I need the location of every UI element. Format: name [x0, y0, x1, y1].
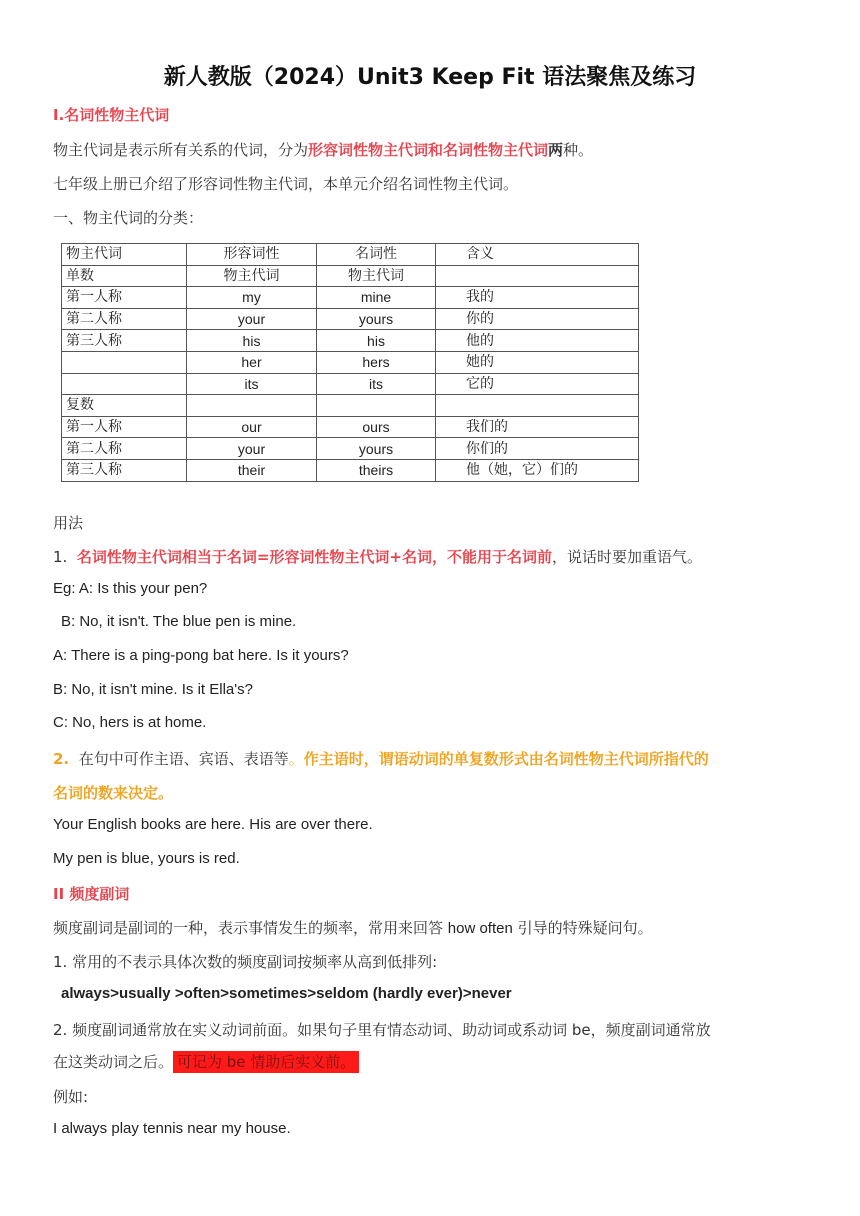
table-cell: 他的 [436, 330, 639, 352]
rule-2-highlight-cont: 名词的数来决定。 [53, 784, 174, 802]
rule-1-number: 1. [53, 548, 68, 566]
usage-label: 用法 [53, 514, 84, 532]
section-1-intro [53, 139, 593, 160]
table-row [62, 416, 639, 438]
intro-end: 引导的特殊疑问句。 [512, 919, 653, 937]
section-2-rule-2-cont [53, 1051, 359, 1072]
table-row [62, 351, 639, 373]
frequency-ordering: always>usually >often>sometimes>seldom (hardly ever)>never [61, 985, 512, 1002]
section-1-line2: 七年级上册已介绍了形容词性物主代词，本单元介绍名词性物主代词。 [53, 175, 519, 193]
table-cell: 你的 [436, 308, 639, 330]
table-cell: yours [317, 308, 436, 330]
table-cell: hers [317, 351, 436, 373]
rule-2-text: 在句中可作主语、宾语、表语等 [78, 750, 289, 768]
table-cell [317, 395, 436, 417]
example-line: B: No, it isn't mine. Is it Ella's? [53, 681, 253, 698]
rule-2-number: 2. [53, 750, 70, 768]
rule-1-highlight: 名词性物主代词相当于名词=形容词性物主代词+名词，不能用于名词前 [76, 548, 552, 566]
pronoun-table [61, 243, 639, 482]
rule-1-rest: ，说话时要加重语气。 [552, 548, 703, 566]
table-cell: my [187, 287, 317, 309]
table-cell: 第三人称 [62, 459, 187, 481]
intro-end: 种。 [563, 141, 594, 159]
table-cell: their [187, 459, 317, 481]
table-row [62, 438, 639, 460]
table-cell [187, 395, 317, 417]
table-cell: 第一人称 [62, 287, 187, 309]
example-line: I always play tennis near my house. [53, 1120, 291, 1137]
table-header-cell [436, 265, 639, 287]
intro-text: 物主代词是表示所有关系的代词，分为 [53, 141, 309, 159]
table-cell: theirs [317, 459, 436, 481]
rule-2-text: 在这类动词之后。 [53, 1053, 174, 1071]
table-cell: our [187, 416, 317, 438]
table-cell: yours [317, 438, 436, 460]
example-line: C: No, hers is at home. [53, 714, 207, 731]
table-header-row [62, 244, 639, 266]
table-header-cell: 物主代词 [62, 244, 187, 266]
table-cell: his [317, 330, 436, 352]
table-cell: 复数 [62, 395, 187, 417]
example-line: Eg: A: Is this your pen? [53, 580, 208, 597]
table-row [62, 330, 639, 352]
table-cell [436, 395, 639, 417]
section-2-intro [53, 917, 653, 938]
table-cell: 它的 [436, 373, 639, 395]
table-header-cell: 形容词性 [187, 244, 317, 266]
example-label: 例如: [53, 1088, 89, 1106]
memory-tip-highlight: 可记为 be 情助后实义前。 [173, 1051, 359, 1073]
table-cell: 你们的 [436, 438, 639, 460]
rule-2 [53, 748, 709, 769]
table-cell: 第一人称 [62, 416, 187, 438]
table-header-cell: 单数 [62, 265, 187, 287]
table-row [62, 459, 639, 481]
table-header-cell: 物主代词 [187, 265, 317, 287]
rule-1 [53, 546, 702, 567]
rule-2-highlight: 作主语时，谓语动词的单复数形式由名词性物主代词所指代的 [303, 750, 709, 768]
table-cell: 第三人称 [62, 330, 187, 352]
table-row [62, 395, 639, 417]
table-header-cell: 名词性 [317, 244, 436, 266]
table-cell: 她的 [436, 351, 639, 373]
section-2-heading: II 频度副词 [53, 885, 130, 903]
table-cell: mine [317, 287, 436, 309]
table-cell: your [187, 438, 317, 460]
table-cell: its [187, 373, 317, 395]
table-cell [62, 373, 187, 395]
example-line: My pen is blue, yours is red. [53, 850, 240, 867]
table-cell: 他（她，它）们的 [436, 459, 639, 481]
table-row [62, 287, 639, 309]
table-row [62, 308, 639, 330]
table-cell: 第二人称 [62, 308, 187, 330]
intro-bold: 两 [548, 141, 564, 159]
table-header-cell: 物主代词 [317, 265, 436, 287]
table-cell: 第二人称 [62, 438, 187, 460]
table-header-row [62, 265, 639, 287]
section-2-rule-2: 2. 频度副词通常放在实义动词前面。如果句子里有情态动词、助动词或系动词 be，频度副词通常放 [53, 1021, 711, 1039]
example-line: A: There is a ping-pong bat here. Is it yours? [53, 647, 349, 664]
page-title: 新人教版（2024）Unit3 Keep Fit 语法聚焦及练习 [163, 65, 697, 90]
table-cell: ours [317, 416, 436, 438]
table-cell: 我们的 [436, 416, 639, 438]
table-cell: his [187, 330, 317, 352]
table-cell [62, 351, 187, 373]
table-row [62, 373, 639, 395]
section-2-rule-1: 1. 常用的不表示具体次数的频度副词按频率从高到低排列: [53, 953, 438, 971]
intro-highlight: 形容词性物主代词和名词性物主代词 [308, 141, 549, 159]
table-cell: your [187, 308, 317, 330]
section-1-heading: I.名词性物主代词 [53, 106, 170, 124]
intro-text: 频度副词是副词的一种，表示事情发生的频率，常用来回答 [53, 919, 448, 937]
table-cell: 我的 [436, 287, 639, 309]
example-line: Your English books are here. His are over there. [53, 816, 373, 833]
table-cell: its [317, 373, 436, 395]
table-cell: her [187, 351, 317, 373]
intro-english: how often [447, 920, 513, 937]
rule-2-dot: 。 [288, 750, 304, 768]
section-1-line3: 一、物主代词的分类： [53, 209, 204, 227]
example-line: B: No, it isn't. The blue pen is mine. [61, 613, 297, 630]
table-header-cell: 含义 [436, 244, 639, 266]
